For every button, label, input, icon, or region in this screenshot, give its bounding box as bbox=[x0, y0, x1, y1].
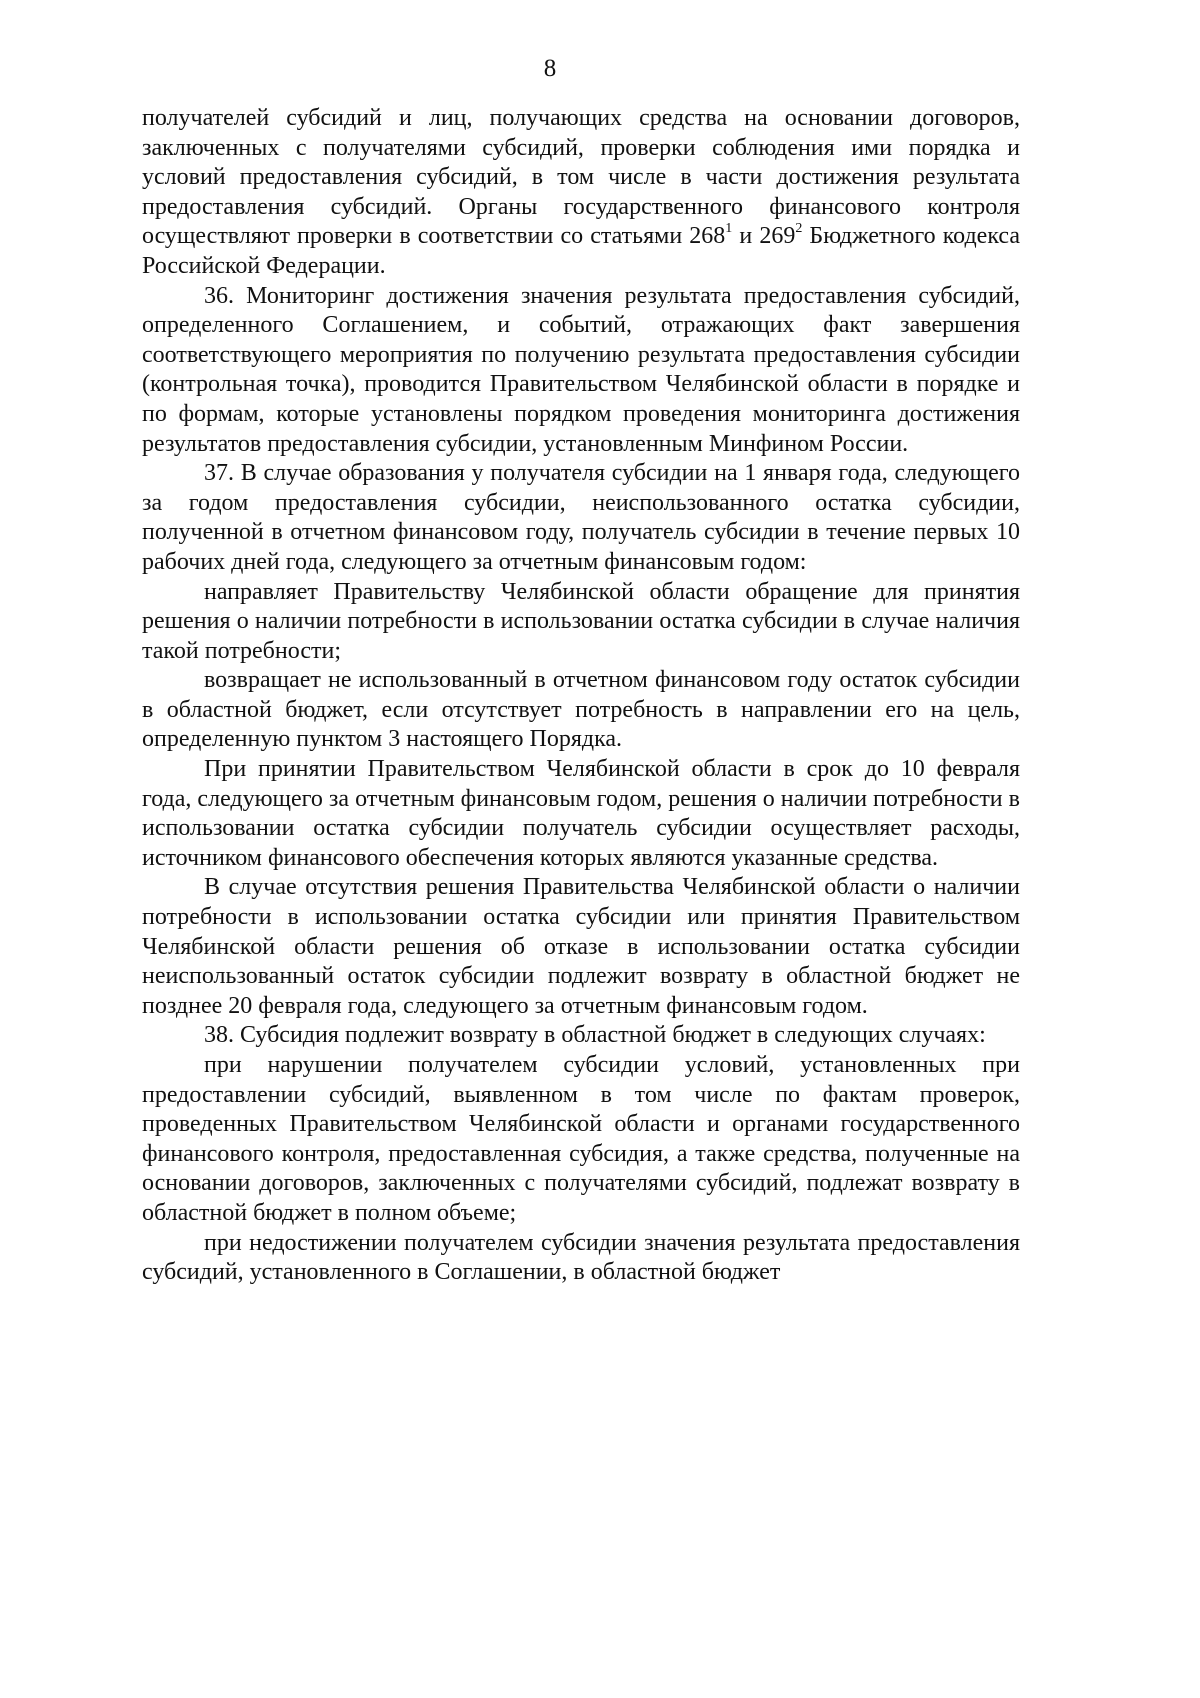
paragraph-37-item-2: возвращает не использованный в отчетном финансовом году остаток субсидии в областной бюджет, если отсутствует потребность в направлении его на цель, определенную пунктом 3 настоящего Порядка. bbox=[142, 667, 1020, 753]
paragraph-37: 37. В случае образования у получателя субсидии на 1 января года, следующего за годом предоставления субсидии, неиспользованного остатка субсидии, полученной в отчетном финансовом году, получатель субсидии в течение первых 10 рабочих дней года, следующего за отчетным финансовым годом: bbox=[142, 460, 1020, 575]
paragraph-38-item-2: при недостижении получателем субсидии значения результата предоставления субсидий, установленного в Соглашении, в областной бюджет bbox=[142, 1229, 1020, 1286]
document-body bbox=[142, 104, 1020, 1288]
paragraph-text: получателей субсидий и лиц, получающих средства на основании договоров, заключенных с получателями субсидий, проверки соблюдения ими порядка и условий предоставления субсидий, в том числе в части достижения результата предоставления субсидий. Органы государственного финансового контроля осуществляют проверки в соответствии со статьями 268 bbox=[142, 105, 1020, 250]
paragraph-text: и 269 bbox=[732, 223, 796, 250]
paragraph-38-item-1: при нарушении получателем субсидии условий, установленных при предоставлении субсидий, выявленном в том числе по фактам проверок, проведенных Правительством Челябинской области и органами государственного финансового контроля, предоставленная субсидия, а также средства, полученные на основании договоров, заключенных с получателями субсидий, подлежат возврату в областной бюджет в полном объеме; bbox=[142, 1052, 1020, 1226]
paragraph-37-no-decision: В случае отсутствия решения Правительства Челябинской области о наличии потребности в использовании остатка субсидии или принятия Правительством Челябинской области решения об отказе в использовании остатка субсидии неиспользованный остаток субсидии подлежит возврату в областной бюджет не позднее 20 февраля года, следующего за отчетным финансовым годом. bbox=[142, 874, 1020, 1019]
paragraph-37-decision: При принятии Правительством Челябинской области в срок до 10 февраля года, следующего за отчетным финансовым годом, решения о наличии потребности в использовании остатка субсидии получатель субсидии осуществляет расходы, источником финансового обеспечения которых являются указанные средства. bbox=[142, 756, 1020, 871]
article-superscript: 1 bbox=[725, 221, 733, 237]
paragraph-38: 38. Субсидия подлежит возврату в областной бюджет в следующих случаях: bbox=[204, 1022, 986, 1049]
article-superscript: 2 bbox=[795, 221, 803, 237]
paragraph-36: 36. Мониторинг достижения значения результата предоставления субсидий, определенного Соглашением, и событий, отражающих факт завершения соответствующего мероприятия по получению результата предоставления субсидии (контрольная точка), проводится Правительством Челябинской области в порядке и по формам, которые установлены порядком проведения мониторинга достижения результатов предоставления субсидии, установленным Минфином России. bbox=[142, 282, 1020, 457]
paragraph-37-item-1: направляет Правительству Челябинской области обращение для принятия решения о наличии потребности в использовании остатка субсидии в случае наличия такой потребности; bbox=[142, 578, 1020, 664]
page-number: 8 bbox=[543, 55, 557, 82]
paragraph-continuation bbox=[142, 104, 1020, 282]
paragraph-text: Бюджетного кодекса Российской Федерации. bbox=[142, 223, 1020, 279]
